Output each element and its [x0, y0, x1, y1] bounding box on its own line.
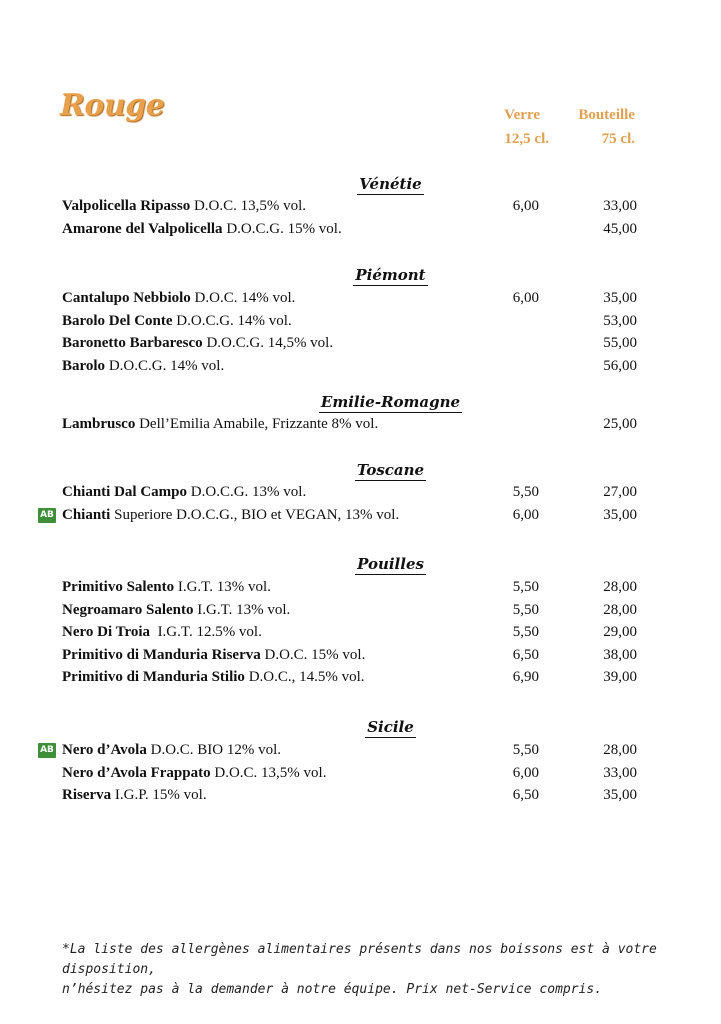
region-heading [0, 266, 721, 286]
wine-row [62, 669, 637, 689]
region-heading [0, 175, 721, 195]
wine-name-bold: Chianti Dal Campo [62, 484, 188, 500]
wine-name [62, 765, 326, 782]
wine-name [62, 624, 262, 641]
wine-name-bold: Valpolicella Ripasso [62, 198, 191, 214]
bottle-price: 45,00 [603, 220, 637, 237]
glass-price: 6,00 [512, 764, 539, 781]
wine-row [40, 742, 637, 762]
wine-details: D.O.C. BIO 12% vol. [146, 742, 282, 758]
bottle-price: 27,00 [603, 484, 637, 500]
bottle-price: 38,00 [603, 646, 637, 663]
bottle-price: 35,00 [603, 290, 637, 306]
wine-row [62, 484, 637, 504]
wine-name [62, 198, 306, 215]
bottle-price: 39,00 [603, 669, 637, 685]
region-name: Vénétie [359, 175, 422, 193]
wine-name-bold: Primitivo di Manduria Riserva [62, 646, 261, 663]
footnote-line-2: n’hésitez pas à la demander à notre équipe. Prix net-Service compris. [62, 982, 603, 997]
wine-name [62, 313, 292, 330]
glass-price: 5,50 [512, 624, 539, 640]
wine-row [62, 579, 637, 599]
wine-name-bold: Primitivo Salento [62, 579, 175, 595]
wine-name [62, 602, 290, 619]
bottle-price: 35,00 [603, 787, 637, 803]
wine-name [62, 358, 224, 375]
wine-name-bold: Chianti [62, 506, 111, 523]
wine-name-bold: Baronetto Barbaresco [62, 335, 203, 351]
wine-row [62, 290, 637, 310]
region-name: Pouilles [357, 555, 424, 573]
organic-ab-icon: AB [38, 743, 56, 758]
wine-row [62, 647, 637, 667]
wine-details: I.G.T. 12.5% vol. [150, 624, 262, 640]
organic-ab-icon: AB [38, 508, 56, 523]
bottle-price: 25,00 [603, 416, 637, 432]
wine-name [62, 484, 306, 501]
wine-name-bold: Primitivo di Manduria Stilio [62, 669, 245, 685]
bottle-price: 55,00 [603, 335, 637, 351]
glass-price: 6,00 [512, 198, 539, 214]
wine-row [62, 765, 637, 785]
region-heading [0, 393, 721, 413]
bottle-price: 56,00 [603, 357, 637, 374]
bouteille-column-header: Bouteille [578, 107, 635, 123]
bouteille-size-header: 75 cl. [601, 131, 635, 147]
wine-details: D.O.C.G. 14% vol. [172, 312, 292, 329]
wine-details: D.O.C.G. 14,5% vol. [202, 335, 334, 351]
wine-name [62, 416, 378, 433]
wine-details: Dell’Emilia Amabile, Frizzante 8% vol. [135, 416, 379, 432]
wine-details: D.O.C., 14.5% vol. [244, 669, 365, 685]
bottle-price: 28,00 [603, 742, 637, 758]
wine-name [62, 669, 365, 686]
wine-name [62, 507, 399, 524]
wine-row [62, 787, 637, 807]
wine-details: D.O.C. 13,5% vol. [190, 198, 307, 214]
glass-price: 6,50 [512, 646, 539, 663]
wine-details: D.O.C. 13,5% vol. [210, 764, 327, 781]
verre-size-header: 12,5 cl. [504, 131, 549, 147]
wine-details: D.O.C. 14% vol. [190, 290, 296, 306]
wine-row [62, 624, 637, 644]
wine-name-bold: Lambrusco [62, 416, 136, 432]
bottle-price: 28,00 [603, 601, 637, 618]
bottle-price: 53,00 [603, 312, 637, 329]
wine-details: D.O.C. 15% vol. [260, 646, 366, 663]
glass-price: 6,90 [512, 669, 539, 685]
wine-name-bold: Cantalupo Nebbiolo [62, 290, 191, 306]
wine-name [62, 647, 365, 664]
footnote-line-1: *La liste des allergènes alimentaires présents dans nos boissons est à votre disposition, [62, 942, 657, 977]
wine-name [62, 290, 295, 307]
bottle-price: 28,00 [603, 579, 637, 595]
region-name: Piémont [355, 266, 426, 284]
wine-details: D.O.C.G. 14% vol. [105, 357, 225, 374]
wine-name-bold: Barolo [62, 357, 106, 374]
allergen-footnote [62, 940, 662, 1000]
wine-details: I.G.T. 13% vol. [174, 579, 271, 595]
glass-price: 6,00 [512, 290, 539, 306]
wine-name [62, 579, 271, 596]
wine-name-bold: Amarone del Valpolicella [62, 220, 223, 237]
wine-name-bold: Barolo Del Conte [62, 312, 173, 329]
region-name: Emilie-Romagne [320, 393, 461, 411]
wine-name-bold: Nero d’Avola Frappato [62, 764, 211, 781]
wine-name-bold: Riserva [62, 787, 112, 803]
wine-details: D.O.C.G. 15% vol. [222, 220, 342, 237]
wine-row [62, 602, 637, 622]
glass-price: 6,50 [512, 787, 539, 803]
wine-name [62, 787, 207, 804]
glass-price: 6,00 [512, 506, 539, 523]
wine-name-bold: Negroamaro Salento [62, 601, 194, 618]
region-name: Toscane [356, 461, 425, 479]
wine-row [40, 506, 637, 527]
wine-name-bold: Nero d’Avola [62, 742, 147, 758]
wine-name [62, 742, 281, 759]
wine-row [62, 358, 637, 378]
glass-price: 5,50 [512, 601, 539, 618]
glass-price: 5,50 [512, 579, 539, 595]
region-heading [0, 718, 721, 738]
wine-row [62, 221, 637, 241]
glass-price: 5,50 [512, 742, 539, 758]
wine-name [62, 335, 333, 352]
page-title: Rouge [60, 88, 165, 123]
wine-details: D.O.C.G. 13% vol. [187, 484, 307, 500]
wine-details: I.G.P. 15% vol. [111, 787, 207, 803]
region-heading [0, 555, 721, 575]
region-name: Sicile [367, 718, 414, 736]
wine-row [62, 313, 637, 333]
bottle-price: 33,00 [603, 764, 637, 781]
bottle-price: 33,00 [603, 198, 637, 214]
wine-name [62, 221, 342, 238]
glass-price: 5,50 [512, 484, 539, 500]
wine-details: I.G.T. 13% vol. [193, 601, 291, 618]
wine-row [62, 335, 637, 355]
bottle-price: 29,00 [603, 624, 637, 640]
region-heading [0, 461, 721, 481]
verre-column-header: Verre [504, 107, 540, 123]
wine-row [62, 198, 637, 218]
bottle-price: 35,00 [603, 506, 637, 523]
wine-name-bold: Nero Di Troia [62, 624, 151, 640]
wine-details: Superiore D.O.C.G., BIO et VEGAN, 13% vol. [110, 506, 400, 523]
wine-row [62, 416, 637, 436]
